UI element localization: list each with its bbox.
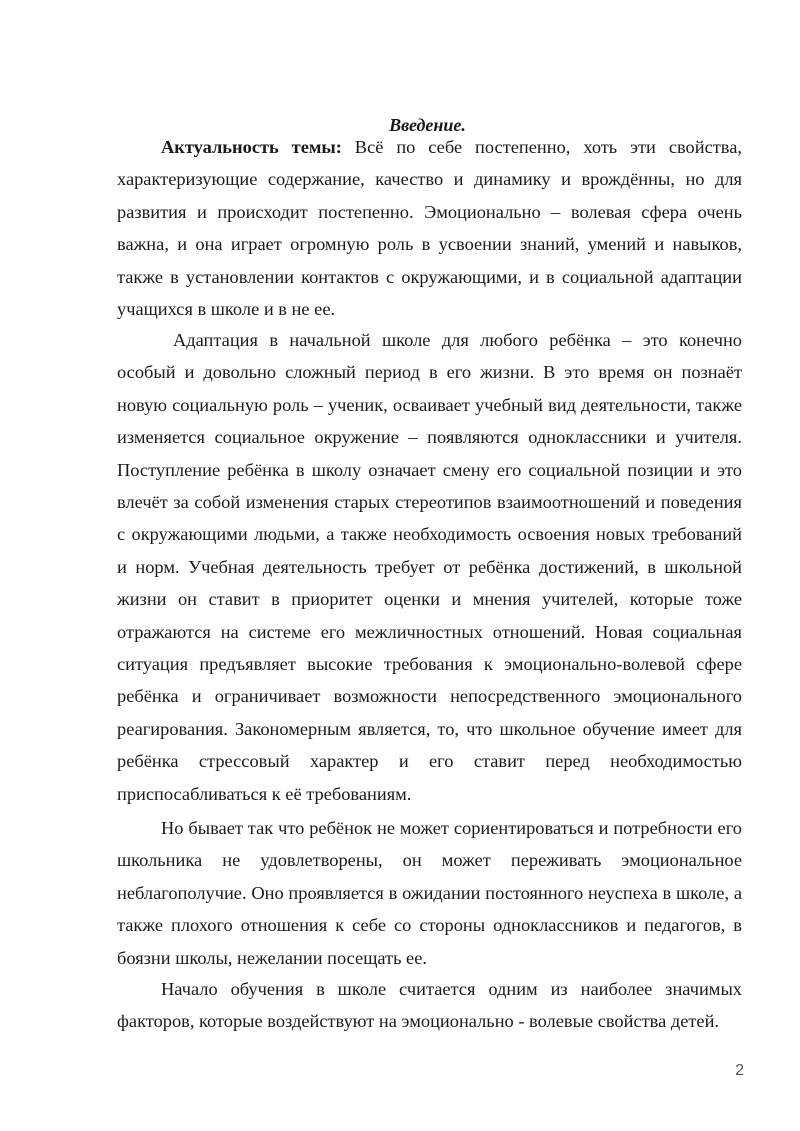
- paragraph-school-start: Начало обучения в школе считается одним из наиболее значимых факторов, которые воздействуют на эмоционально - волевые свойства детей.: [117, 979, 742, 1032]
- paragraph-wellbeing: Но бывает так что ребёнок не может сориентироваться и потребности его школьника не удовлетворены, он может переживать эмоциональное неблагополучие. Оно проявляется в ожидании постоянного неуспеха в школе, а также плохого отношения к себе со стороны одноклассников и педагогов, в боязни школы, нежелании посещать ее.: [117, 818, 742, 968]
- relevance-text: Всё по себе постепенно, хоть эти свойства, характеризующие содержание, качество и динамику и врождённы, но для развития и происходит постепенно. Эмоционально – волевая сфера очень важна, и она играет огромную роль в усвоении знаний, умений и навыков, также в установлении контактов с окружающими, и в социальной адаптации учащихся в школе и в не ее.: [117, 137, 742, 320]
- section-title: Введение.: [389, 115, 466, 135]
- relevance-lead: Актуальность темы:: [161, 137, 342, 157]
- page-number: 2: [735, 1062, 744, 1079]
- paragraph-relevance: [117, 131, 742, 325]
- paragraph-adaptation: Адаптация в начальной школе для любого ребёнка – это конечно особый и довольно сложный период в его жизни. В это время он познаёт новую социальную роль – ученик, осваивает учебный вид деятельности, также изменяется социальное окружение – появляются одноклассники и учителя. Поступление ребёнка в школу означает смену его социальной позиции и это влечёт за собой изменения старых стереотипов взаимоотношений и поведения с окружающими людьми, а также необходимость освоения новых требований и норм. Учебная деятельность требует от ребёнка достижений, в школьной жизни он ставит в приоритет оценки и мнения учителей, которые тоже отражаются на системе его межличностных отношений. Новая социальная ситуация предъявляет высокие требования к эмоционально-волевой сфере ребёнка и ограничивает возможности непосредственного эмоционального реагирования. Закономерным является, то, что школьное обучение имеет для ребёнка стрессовый характер и его ставит перед необходимостью приспосабливаться к её требованиям.: [117, 330, 742, 804]
